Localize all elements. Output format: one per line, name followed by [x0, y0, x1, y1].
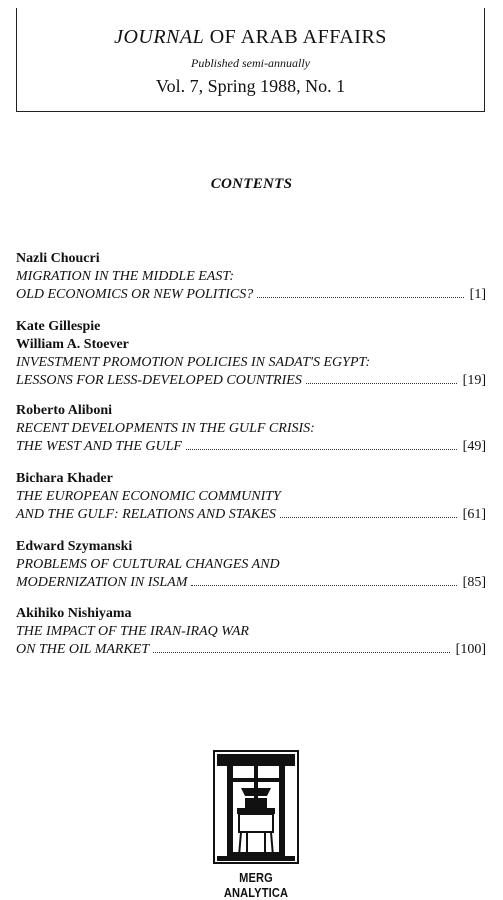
journal-subtitle: Published semi-annually [191, 56, 310, 70]
printing-press-icon [211, 748, 301, 866]
dot-leader [280, 517, 457, 518]
entry-title-line: THE IMPACT OF THE IRAN-IRAQ WAR [16, 624, 249, 639]
publisher-logo [198, 748, 314, 898]
journal-title: JOURNAL OF ARAB AFFAIRS [114, 26, 387, 48]
toc-entry[interactable] [16, 605, 486, 659]
entry-page: [100] [455, 642, 486, 657]
entry-title-line: THE WEST AND THE GULF [16, 439, 182, 454]
journal-masthead [16, 8, 485, 112]
entry-author: Akihiko Nishiyama [16, 606, 132, 621]
dot-leader [186, 449, 457, 450]
entry-title-line: OLD ECONOMICS OR NEW POLITICS? [16, 287, 254, 302]
entry-author: Kate Gillespie [16, 319, 101, 334]
dot-leader [153, 652, 450, 653]
entry-title-line: ON THE OIL MARKET [16, 642, 150, 657]
toc-entry[interactable] [16, 538, 486, 592]
entry-title-line: AND THE GULF: RELATIONS AND STAKES [16, 507, 276, 522]
entry-page: [61] [462, 507, 486, 522]
entry-title-line: LESSONS FOR LESS-DEVELOPED COUNTRIES [16, 373, 302, 388]
toc-entry[interactable] [16, 318, 486, 390]
entry-page: [85] [462, 575, 486, 590]
toc-entry[interactable] [16, 470, 486, 524]
entry-page: [1] [469, 287, 486, 302]
entry-title-line: RECENT DEVELOPMENTS IN THE GULF CRISIS: [16, 421, 315, 436]
entry-title-line: INVESTMENT PROMOTION POLICIES IN SADAT'S EGYPT: [16, 355, 371, 370]
entry-title-line: PROBLEMS OF CULTURAL CHANGES AND [16, 557, 280, 572]
entry-title-line: MIGRATION IN THE MIDDLE EAST: [16, 269, 235, 284]
entry-author: Bichara Khader [16, 471, 113, 486]
journal-volume: Vol. 7, Spring 1988, No. 1 [155, 76, 346, 96]
entry-page: [19] [462, 373, 486, 388]
entry-page: [49] [462, 439, 486, 454]
entry-title-line: THE EUROPEAN ECONOMIC COMMUNITY [16, 489, 281, 504]
entry-author: Nazli Choucri [16, 251, 100, 266]
dot-leader [191, 585, 456, 586]
entry-title-line: MODERNIZATION IN ISLAM [16, 575, 188, 590]
dot-leader [257, 297, 463, 298]
toc-entry[interactable] [16, 402, 486, 456]
entry-author: Edward Szymanski [16, 539, 133, 554]
toc-entry[interactable] [16, 250, 486, 304]
entry-author: William A. Stoever [16, 337, 129, 352]
dot-leader [306, 383, 457, 384]
publisher-name: MERG ANALYTICA [223, 870, 289, 900]
contents-heading: CONTENTS [210, 176, 293, 192]
entry-author: Roberto Aliboni [16, 403, 113, 418]
